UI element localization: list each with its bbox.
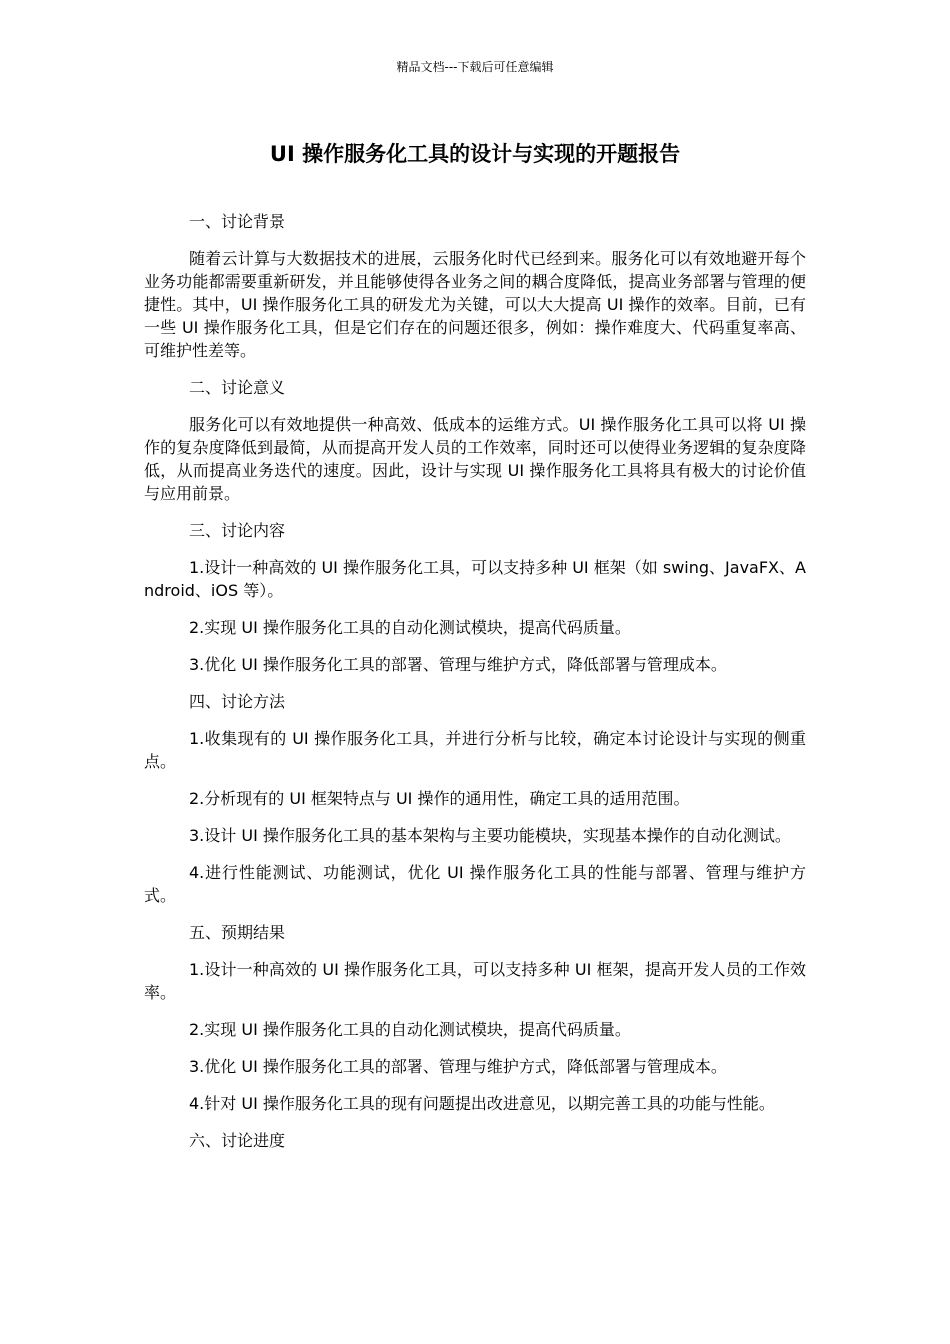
list-item: 3.设计 UI 操作服务化工具的基本架构与主要功能模块，实现基本操作的自动化测试。 [189,826,791,845]
paragraph: 服务化可以有效地提供一种高效、低成本的运维方式。UI 操作服务化工具可以将 UI 操作的复杂度降低到最简，从而提高开发人员的工作效率，同时还可以使得业务逻辑的复杂度降低，从而提高业务迭代的速度。因此，设计与实现 UI 操作服务化工具将具有极大的讨论价值与应用前景。 [144,415,806,503]
section-heading-significance: 二、讨论意义 [189,378,286,397]
section-heading-progress: 六、讨论进度 [189,1131,286,1150]
list-item: 3.优化 UI 操作服务化工具的部署、管理与维护方式，降低部署与管理成本。 [189,655,727,674]
list-item: 3.优化 UI 操作服务化工具的部署、管理与维护方式，降低部署与管理成本。 [189,1057,727,1076]
list-item: 1.设计一种高效的 UI 操作服务化工具，可以支持多种 UI 框架（如 swing、JavaFX、Android、iOS 等）。 [144,558,806,600]
section-heading-methods: 四、讨论方法 [189,692,286,711]
list-item: 1.收集现有的 UI 操作服务化工具，并进行分析与比较，确定本讨论设计与实现的侧重点。 [144,729,806,771]
list-item: 4.针对 UI 操作服务化工具的现有问题提出改进意见，以期完善工具的功能与性能。 [189,1094,775,1113]
document-title: UI 操作服务化工具的设计与实现的开题报告 [269,142,681,166]
section-heading-background: 一、讨论背景 [189,212,286,231]
list-item: 4.进行性能测试、功能测试，优化 UI 操作服务化工具的性能与部署、管理与维护方式。 [144,863,806,905]
list-item: 1.设计一种高效的 UI 操作服务化工具，可以支持多种 UI 框架，提高开发人员的工作效率。 [144,960,806,1002]
header-note: 精品文档---下载后可任意编辑 [396,60,554,74]
document-body [144,210,806,1166]
list-item: 2.分析现有的 UI 框架特点与 UI 操作的通用性，确定工具的适用范围。 [189,789,690,808]
list-item: 2.实现 UI 操作服务化工具的自动化测试模块，提高代码质量。 [189,1020,631,1039]
section-heading-expected-results: 五、预期结果 [189,923,286,942]
list-item: 2.实现 UI 操作服务化工具的自动化测试模块，提高代码质量。 [189,618,631,637]
section-heading-content: 三、讨论内容 [189,521,286,540]
paragraph: 随着云计算与大数据技术的进展，云服务化时代已经到来。服务化可以有效地避开每个业务功能都需要重新研发，并且能够使得各业务之间的耦合度降低，提高业务部署与管理的便捷性。其中，UI 操作服务化工具的研发尤为关键，可以大大提高 UI 操作的效率。目前，已有一些 UI 操作服务化工具，但是它们存在的问题还很多，例如：操作难度大、代码重复率高、可维护性差等。 [144,249,806,360]
